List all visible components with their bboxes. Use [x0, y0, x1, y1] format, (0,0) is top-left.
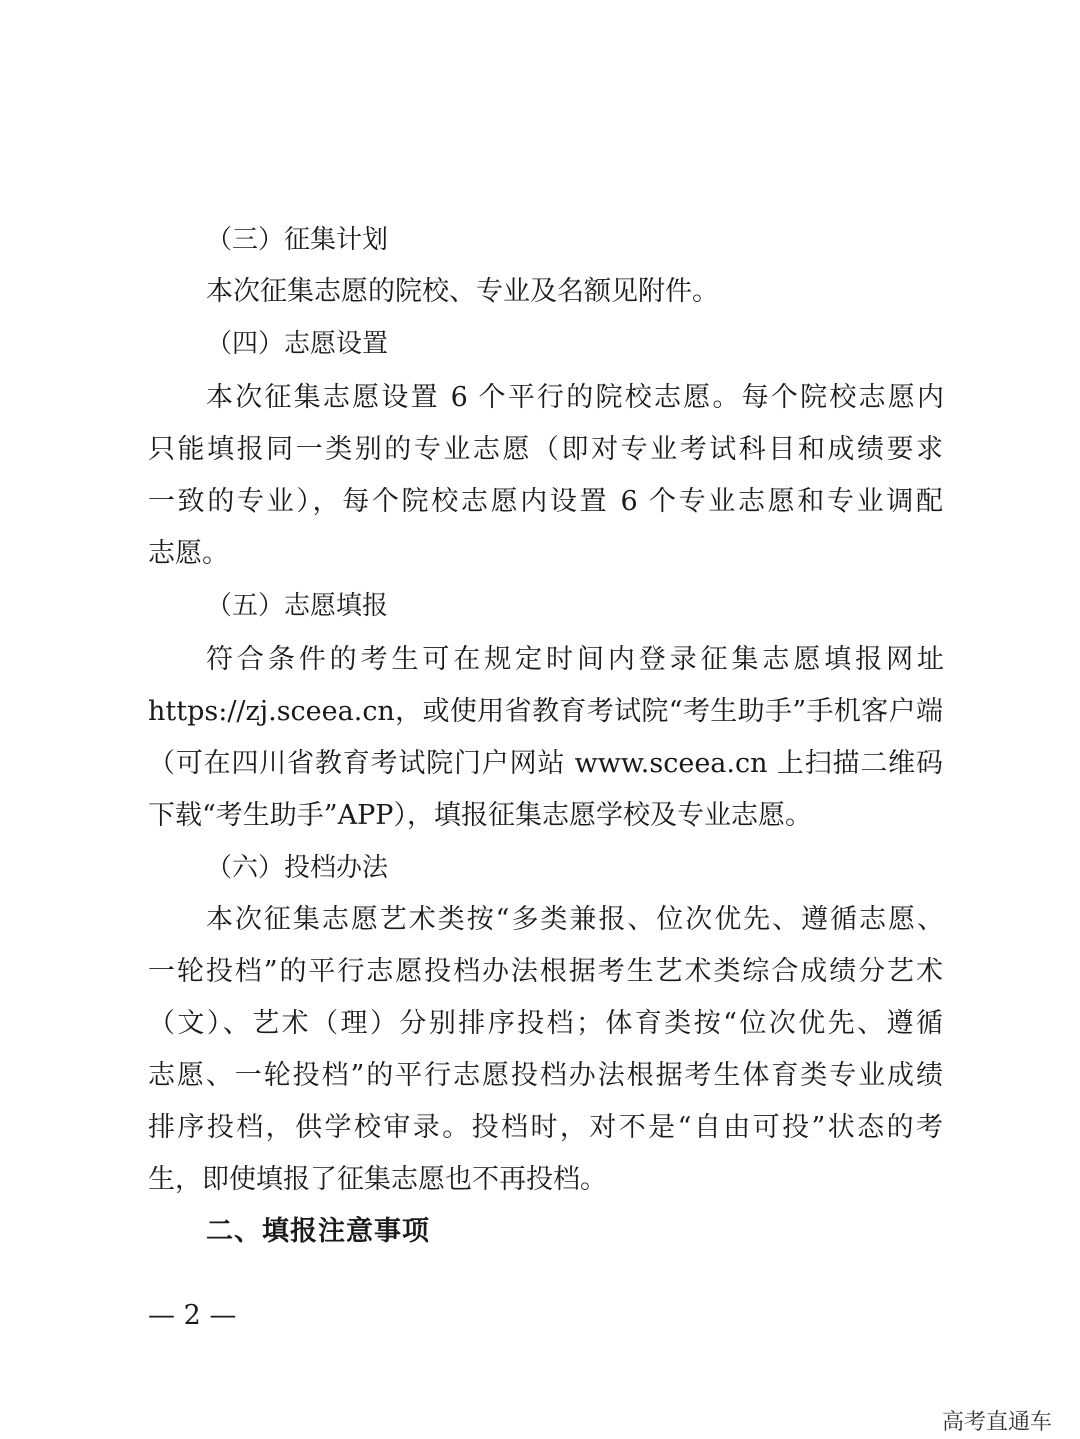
section-4-line-4: 志愿。: [148, 538, 229, 569]
section-6-line-2: 一轮投档”的平行志愿投档办法根据考生艺术类综合成绩分艺术: [148, 956, 943, 987]
section-two-heading: 二、填报注意事项: [206, 1216, 430, 1247]
section-5-heading: （五）志愿填报: [206, 591, 389, 621]
section-4-heading: （四）志愿设置: [206, 329, 389, 359]
section-5-line-4: 下载“考生助手”APP），填报征集志愿学校及专业志愿。: [148, 800, 812, 831]
section-6-line-5: 排序投档，供学校审录。投档时，对不是“自由可投”状态的考: [148, 1112, 943, 1143]
section-5-line-2: https://zj.sceea.cn，或使用省教育考试院“考生助手”手机客户端: [148, 696, 943, 727]
section-6-line-6: 生，即使填报了征集志愿也不再投档。: [148, 1164, 607, 1195]
section-5-line-3: （可在四川省教育考试院门户网站 www.sceea.cn 上扫描二维码: [148, 748, 943, 779]
page-number: — 2 —: [148, 1300, 237, 1331]
section-6-line-3: （文）、艺术（理）分别排序投档；体育类按“位次优先、遵循: [148, 1008, 943, 1039]
section-4-line-2: 只能填报同一类别的专业志愿（即对专业考试科目和成绩要求: [148, 434, 943, 465]
section-4-line-3: 一致的专业），每个院校志愿内设置 6 个专业志愿和专业调配: [148, 486, 943, 517]
section-4-line-1: 本次征集志愿设置 6 个平行的院校志愿。每个院校志愿内: [206, 382, 944, 413]
section-6-heading: （六）投档办法: [206, 853, 389, 883]
section-3-line-1: 本次征集志愿的院校、专业及名额见附件。: [206, 276, 719, 307]
section-6-line-1: 本次征集志愿艺术类按“多类兼报、位次优先、遵循志愿、: [206, 904, 944, 935]
section-5-line-1: 符合条件的考生可在规定时间内登录征集志愿填报网址: [206, 644, 944, 675]
section-3-heading: （三）征集计划: [206, 225, 389, 255]
source-watermark: 高考直通车: [942, 1410, 1053, 1435]
section-6-line-4: 志愿、一轮投档”的平行志愿投档办法根据考生体育类专业成绩: [148, 1060, 943, 1091]
